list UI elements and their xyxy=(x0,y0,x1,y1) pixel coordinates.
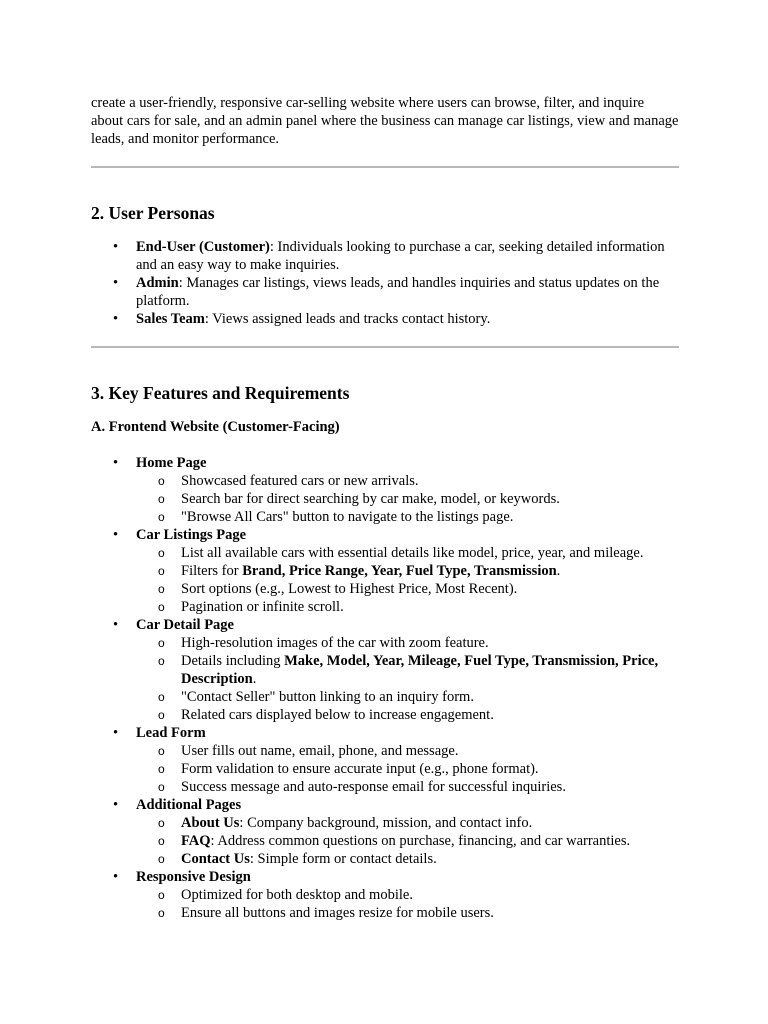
persona-term: Admin xyxy=(136,275,179,291)
feature-title: Additional Pages xyxy=(136,797,242,813)
circle-bullet-icon: o xyxy=(158,564,165,578)
item-text: Filters for xyxy=(181,563,243,579)
persona-text: : Manages car listings, views leads, and handles inquiries and status updates on the platform. xyxy=(136,275,660,309)
feature-title: Responsive Design xyxy=(136,869,251,885)
sub-list-item xyxy=(136,814,679,832)
item-text: . xyxy=(252,671,257,687)
sub-list xyxy=(136,886,679,922)
feature-list xyxy=(91,454,679,922)
item-text: Success message and auto-response email for successful inquiries. xyxy=(181,779,566,795)
item-bold-text: Make, Model, Year, Mileage, Fuel Type, Transmission, Price, Description xyxy=(181,653,659,687)
item-text: Search bar for direct searching by car make, model, or keywords. xyxy=(181,491,560,507)
persona-list xyxy=(91,238,679,328)
intro-paragraph: create a user-friendly, responsive car-selling website where users can browse, filter, and inquire about cars for sale, and an admin panel where the business can manage car listings, view and manage leads, and monitor performance. xyxy=(91,95,679,147)
persona-term: Sales Team xyxy=(136,311,205,327)
list-item xyxy=(91,238,679,274)
circle-bullet-icon: o xyxy=(158,906,165,920)
sub-list-item xyxy=(136,778,679,796)
circle-bullet-icon: o xyxy=(158,546,165,560)
bullet-icon: • xyxy=(113,617,119,633)
list-item xyxy=(91,796,679,868)
bullet-icon: • xyxy=(113,275,119,291)
circle-bullet-icon: o xyxy=(158,816,165,830)
persona-text: : Individuals looking to purchase a car, seeking detailed information and an easy way to make inquiries. xyxy=(136,239,665,273)
persona-term: End-User (Customer) xyxy=(136,239,270,255)
feature-title: Car Listings Page xyxy=(136,527,247,543)
item-text: Optimized for both desktop and mobile. xyxy=(181,887,413,903)
sub-list-item xyxy=(136,760,679,778)
circle-bullet-icon: o xyxy=(158,834,165,848)
document-page xyxy=(91,94,679,922)
subsection-heading-frontend: A. Frontend Website (Customer-Facing) xyxy=(91,419,340,435)
circle-bullet-icon: o xyxy=(158,636,165,650)
sub-list-item xyxy=(136,490,679,508)
item-text: Details including xyxy=(181,653,285,669)
sub-list-item xyxy=(136,688,679,706)
sub-list-item xyxy=(136,850,679,868)
list-item xyxy=(91,526,679,616)
list-item xyxy=(91,454,679,526)
sub-list-item xyxy=(136,904,679,922)
bullet-icon: • xyxy=(113,725,119,741)
persona-text: : Views assigned leads and tracks contact history. xyxy=(204,311,491,327)
bullet-icon: • xyxy=(113,239,119,255)
circle-bullet-icon: o xyxy=(158,492,165,506)
feature-title: Car Detail Page xyxy=(136,617,234,633)
item-text: : Simple form or contact details. xyxy=(249,851,437,867)
item-text: List all available cars with essential details like model, price, year, and mileage. xyxy=(181,545,644,561)
circle-bullet-icon: o xyxy=(158,582,165,596)
list-item xyxy=(91,274,679,310)
sub-list-item xyxy=(136,598,679,616)
sub-list-item xyxy=(136,508,679,526)
sub-list-item xyxy=(136,472,679,490)
circle-bullet-icon: o xyxy=(158,654,165,668)
sub-list-item xyxy=(136,706,679,724)
item-text: "Contact Seller" button linking to an inquiry form. xyxy=(181,689,474,705)
sub-list xyxy=(136,472,679,526)
list-item xyxy=(91,724,679,796)
item-text: Form validation to ensure accurate input (e.g., phone format). xyxy=(181,761,539,777)
item-text: . xyxy=(556,563,561,579)
item-text: Sort options (e.g., Lowest to Highest Price, Most Recent). xyxy=(181,581,518,597)
circle-bullet-icon: o xyxy=(158,474,165,488)
feature-title: Lead Form xyxy=(136,725,206,741)
sub-list xyxy=(136,814,679,868)
circle-bullet-icon: o xyxy=(158,780,165,794)
sub-list xyxy=(136,634,679,724)
item-text: Showcased featured cars or new arrivals. xyxy=(181,473,419,489)
bullet-icon: • xyxy=(113,797,119,813)
circle-bullet-icon: o xyxy=(158,708,165,722)
list-item xyxy=(91,616,679,724)
section-heading-user-personas: 2. User Personas xyxy=(91,203,215,223)
bullet-icon: • xyxy=(113,455,119,471)
sub-list xyxy=(136,544,679,616)
circle-bullet-icon: o xyxy=(158,888,165,902)
sub-list-item xyxy=(136,544,679,562)
bullet-icon: • xyxy=(113,869,119,885)
item-text: : Company background, mission, and contact info. xyxy=(239,815,533,831)
sub-list-item xyxy=(136,634,679,652)
item-bold-text: Contact Us xyxy=(181,851,250,867)
list-item xyxy=(91,868,679,922)
item-bold-text: Brand, Price Range, Year, Fuel Type, Transmission xyxy=(242,563,557,579)
item-text: "Browse All Cars" button to navigate to the listings page. xyxy=(181,509,514,525)
item-text: : Address common questions on purchase, financing, and car warranties. xyxy=(210,833,631,849)
sub-list-item xyxy=(136,886,679,904)
sub-list-item xyxy=(136,580,679,598)
section-heading-key-features: 3. Key Features and Requirements xyxy=(91,383,350,403)
item-text: High-resolution images of the car with zoom feature. xyxy=(181,635,489,651)
item-text: Ensure all buttons and images resize for mobile users. xyxy=(181,905,494,921)
sub-list-item xyxy=(136,742,679,760)
circle-bullet-icon: o xyxy=(158,744,165,758)
bullet-icon: • xyxy=(113,311,119,327)
item-bold-text: About Us xyxy=(181,815,240,831)
sub-list-item xyxy=(136,832,679,850)
circle-bullet-icon: o xyxy=(158,852,165,866)
sub-list-item xyxy=(136,562,679,580)
circle-bullet-icon: o xyxy=(158,690,165,704)
list-item xyxy=(91,310,679,328)
bullet-icon: • xyxy=(113,527,119,543)
circle-bullet-icon: o xyxy=(158,510,165,524)
item-text: User fills out name, email, phone, and message. xyxy=(181,743,459,759)
sub-list-item xyxy=(136,652,679,688)
circle-bullet-icon: o xyxy=(158,600,165,614)
circle-bullet-icon: o xyxy=(158,762,165,776)
item-text: Pagination or infinite scroll. xyxy=(181,599,344,615)
item-bold-text: FAQ xyxy=(181,833,211,849)
sub-list xyxy=(136,742,679,796)
feature-title: Home Page xyxy=(136,455,207,471)
item-text: Related cars displayed below to increase engagement. xyxy=(181,707,494,723)
